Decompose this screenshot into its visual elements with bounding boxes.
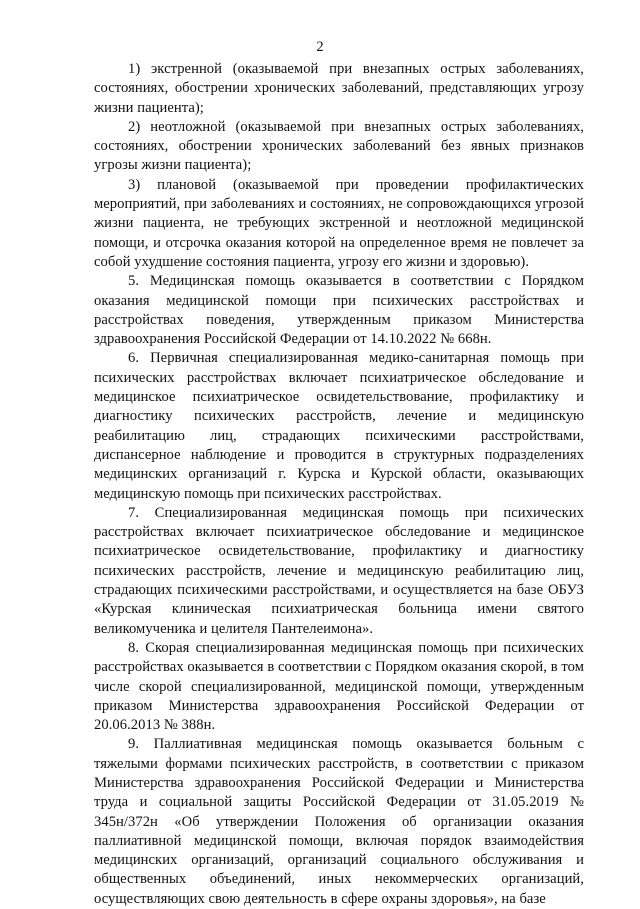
- paragraph-item-7: 7. Специализированная медицинская помощь при психических расстройствах включает психиатрическое обследование и медицинское психиатрическое освидетельствование, профилактику и диагностику психических расстройств, лечение и медицинскую реабилитацию лиц, страдающих психическими расстройствами, и осуществляется на базе ОБУЗ «Курская клиническая психиатрическая больница имени святого великомученика и целителя Пантелеимона».: [94, 504, 584, 637]
- document-body: [94, 60, 584, 909]
- paragraph-item-5: 5. Медицинская помощь оказывается в соответствии с Порядком оказания медицинской помощи при психических расстройствах и расстройствах поведения, утвержденным приказом Министерства здравоохранения Российской Федерации от 14.10.2022 № 668н.: [94, 273, 584, 348]
- paragraph-3-planned: 3) плановой (оказываемой при проведении профилактических мероприятий, при заболеваниях и состояниях, не сопровождающихся угрозой жизни пациента, не требующих экстренной и неотложной медицинской помощи, и отсрочка оказания которой на определенное время не повлечет за собой ухудшение состояния пациента, угрозу его жизни и здоровью).: [94, 176, 584, 270]
- paragraph-item-6: 6. Первичная специализированная медико-санитарная помощь при психических расстройствах включает психиатрическое обследование и медицинское психиатрическое освидетельствование, профилактику и диагностику психических расстройств, лечение и медицинскую реабилитацию лиц, страдающих психическими расстройствами, диспансерное наблюдение и проводится в структурных подразделениях медицинских организаций г. Курска и Курской области, оказывающих медицинскую помощь при психических расстройствах.: [94, 350, 584, 502]
- paragraph-2-urgent: 2) неотложной (оказываемой при внезапных острых заболеваниях, состояниях, обострении хронических заболеваний без явных признаков угрозы жизни пациента);: [94, 118, 584, 174]
- page-number: 2: [316, 39, 324, 55]
- paragraph-item-9: 9. Паллиативная медицинская помощь оказывается больным с тяжелыми формами психических расстройств, в соответствии с приказом Министерства здравоохранения Российской Федерации и Министерства труда и социальной защиты Российской Федерации от 31.05.2019 № 345н/372н «Об утверждении Положения об организации оказания паллиативной медицинской помощи, включая порядок взаимодействия медицинских организаций, организаций социального обслуживания и общественных объединений, иных некоммерческих организаций, осуществляющих свою деятельность в сфере охраны здоровья», на базе: [94, 736, 584, 907]
- paragraph-1-emergency: 1) экстренной (оказываемой при внезапных острых заболеваниях, состояниях, обострении хронических заболеваний, представляющих угрозу жизни пациента);: [94, 61, 584, 116]
- paragraph-item-8: 8. Скорая специализированная медицинская помощь при психических расстройствах оказывается в соответствии с Порядком оказания скорой, в том числе скорой специализированной, медицинской помощи, утвержденным приказом Министерства здравоохранения Российской Федерации от 20.06.2013 № 388н.: [94, 639, 584, 734]
